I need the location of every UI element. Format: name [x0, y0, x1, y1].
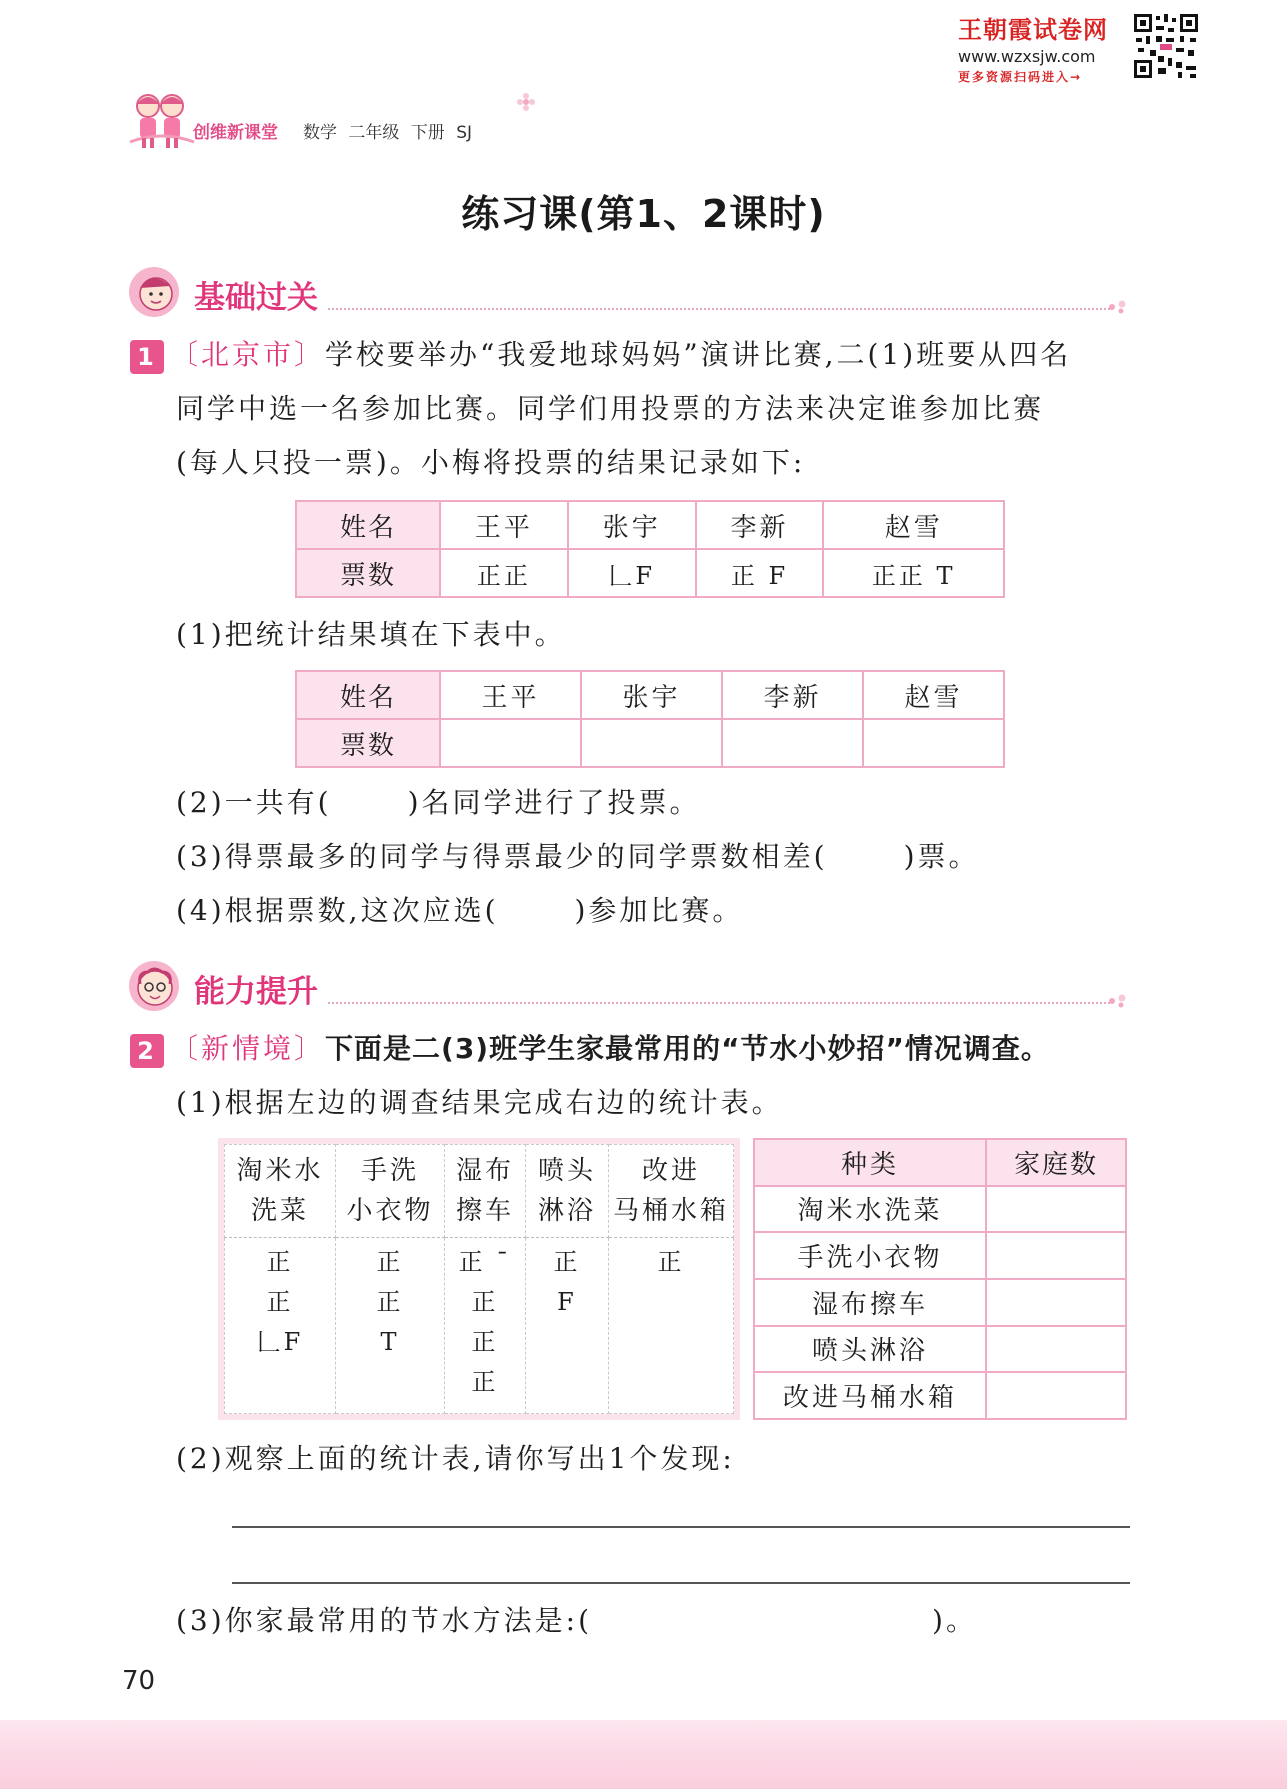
vote-answer-cell[interactable]: [722, 719, 863, 767]
tally-cell: 𠃊F: [568, 549, 696, 597]
q1-sub1: (1)把统计结果填在下表中。: [176, 618, 566, 651]
tally-mark: 正: [266, 1248, 294, 1276]
qr-code-icon[interactable]: [1132, 12, 1200, 80]
survey-header-line: 淋浴: [537, 1196, 596, 1226]
kids-mascot-icon: [126, 90, 198, 152]
brand-block: [958, 10, 1158, 85]
q1-line1: 学校要举办“我爱地球妈妈”演讲比赛,二(1)班要从四名: [325, 338, 1072, 371]
stats-row-label: 湿布擦车: [754, 1279, 986, 1326]
tally-mark: 𠃊F: [256, 1328, 304, 1356]
q1-sub2-end: )名同学进行了投票。: [407, 786, 701, 819]
survey-header-line: 淘米水: [236, 1156, 324, 1186]
series-name: 创维新课堂: [193, 123, 278, 143]
q2-text: 下面是二(3)班学生家最常用的“节水小妙招”情况调查。: [325, 1032, 1050, 1065]
stats-row-label: 改进马桶水箱: [754, 1372, 986, 1419]
q1-tag: 〔北京市〕: [170, 338, 326, 371]
elder-face-icon: [128, 960, 180, 1012]
stats-row-label: 手洗小衣物: [754, 1232, 986, 1279]
survey-tally-cell: [336, 1238, 445, 1414]
dotted-divider: [328, 1002, 1110, 1004]
survey-tally-cell: [526, 1238, 609, 1414]
survey-header: [445, 1145, 526, 1238]
survey-header-line: 喷头: [537, 1156, 596, 1186]
q1-number: 1: [130, 340, 164, 374]
survey-tally-cell: [445, 1238, 526, 1414]
tally-cell: 正 F: [696, 549, 824, 597]
teacher-face-icon: [128, 266, 180, 318]
survey-header: [336, 1145, 445, 1238]
q2-sub2: (2)观察上面的统计表,请你写出1个发现:: [176, 1442, 735, 1475]
tally-mark: 正: [657, 1248, 685, 1276]
page-title: 练习课(第1、2课时): [461, 192, 826, 236]
survey-tally-cell: [225, 1238, 336, 1414]
survey-header-line: 马桶水箱: [612, 1196, 729, 1226]
name-cell: 张宇: [568, 501, 696, 549]
section-advanced-header: [128, 960, 1130, 1014]
tally-mark: 正: [471, 1368, 499, 1396]
tally-mark: 正: [471, 1288, 499, 1316]
tally-mark: 正: [553, 1248, 581, 1276]
name-cell: 李新: [696, 501, 824, 549]
book-info: 数学 二年级 下册 SJ: [303, 123, 473, 143]
vote-answer-cell[interactable]: [440, 719, 581, 767]
q2-sub3: [176, 1594, 977, 1648]
brand-tagline: 更多资源扫码进入→: [958, 70, 1083, 84]
stats-answer-cell[interactable]: [986, 1186, 1126, 1233]
tally-cell: 正正: [440, 549, 568, 597]
survey-header-line: 手洗: [360, 1156, 419, 1186]
page-number: 70: [122, 1666, 156, 1696]
tally-mark: T: [380, 1328, 400, 1356]
tally-mark: 正: [266, 1288, 294, 1316]
q1-sub2: [176, 776, 701, 830]
stats-answer-cell[interactable]: [986, 1326, 1126, 1373]
stats-row-label: 喷头淋浴: [754, 1326, 986, 1373]
q2-sub3-start: (3)你家最常用的节水方法是:(: [176, 1604, 593, 1637]
name-cell: 王平: [440, 501, 568, 549]
tally-cell: 正正 T: [823, 549, 1004, 597]
brand-url[interactable]: www.wzxsjw.com: [958, 47, 1096, 66]
water-saving-stats-table: [753, 1138, 1127, 1420]
survey-header-line: 擦车: [455, 1196, 514, 1226]
row-header-votes: 票数: [296, 549, 440, 597]
flower-deco-icon: [516, 92, 536, 112]
col-header-count: 家庭数: [986, 1139, 1126, 1186]
q1-line3: (每人只投一票)。小梅将投票的结果记录如下:: [176, 446, 806, 479]
vote-answer-cell[interactable]: [581, 719, 722, 767]
survey-table: [224, 1144, 734, 1414]
name-cell: 王平: [440, 671, 581, 719]
name-cell: 赵雪: [863, 671, 1004, 719]
q1-sub3-start: (3)得票最多的同学与得票最少的同学票数相差(: [176, 840, 828, 873]
section-advanced-title: 能力提升: [194, 974, 318, 1010]
name-cell: 赵雪: [823, 501, 1004, 549]
q1-line2: 同学中选一名参加比赛。同学们用投票的方法来决定谁参加比赛: [176, 392, 1045, 425]
survey-header-line: 小衣物: [346, 1196, 434, 1226]
row-header-name: 姓名: [296, 501, 440, 549]
q1-sub4: [176, 884, 743, 938]
q1-stem: [130, 328, 1140, 490]
dotted-divider: [328, 308, 1110, 310]
stats-answer-cell[interactable]: [986, 1279, 1126, 1326]
q2-sub1: (1)根据左边的调查结果完成右边的统计表。: [176, 1086, 783, 1119]
stats-row-label: 淘米水洗菜: [754, 1186, 986, 1233]
q2-sub3-end: )。: [932, 1604, 977, 1637]
survey-header-line: 洗菜: [250, 1196, 309, 1226]
survey-header: [225, 1145, 336, 1238]
stats-answer-cell[interactable]: [986, 1372, 1126, 1419]
row-header-name: 姓名: [296, 671, 440, 719]
brand-title: 王朝霞试卷网: [958, 16, 1108, 44]
survey-header: [526, 1145, 609, 1238]
survey-tally-cell: [609, 1238, 734, 1414]
survey-results-panel: [218, 1138, 740, 1420]
survey-header-line: 改进: [641, 1156, 700, 1186]
tally-mark: F: [557, 1288, 577, 1316]
section-basic-title: 基础过关: [194, 280, 318, 316]
vote-count-table: [295, 670, 1005, 768]
tally-mark: 正 ˉ: [458, 1248, 512, 1276]
answer-line[interactable]: [232, 1582, 1130, 1584]
name-cell: 李新: [722, 671, 863, 719]
vote-tally-table: [295, 500, 1005, 598]
footer-band: [0, 1720, 1287, 1789]
answer-line[interactable]: [232, 1526, 1130, 1528]
stats-answer-cell[interactable]: [986, 1232, 1126, 1279]
row-header-votes: 票数: [296, 719, 440, 767]
survey-header: [609, 1145, 734, 1238]
q1-sub4-end: )参加比赛。: [574, 894, 744, 927]
section-basic-header: [128, 266, 1130, 320]
q2-stem: [130, 1022, 1050, 1076]
q1-sub3-end: )票。: [903, 840, 980, 873]
name-cell: 张宇: [581, 671, 722, 719]
q1-sub2-start: (2)一共有(: [176, 786, 332, 819]
survey-header-line: 湿布: [455, 1156, 514, 1186]
tally-mark: 正: [376, 1288, 404, 1316]
q2-tag: 〔新情境〕: [170, 1032, 326, 1065]
q2-number: 2: [130, 1034, 164, 1068]
dots-deco-icon: [1108, 994, 1130, 1008]
tally-mark: 正: [471, 1328, 499, 1356]
col-header-type: 种类: [754, 1139, 986, 1186]
tally-mark: 正: [376, 1248, 404, 1276]
vote-answer-cell[interactable]: [863, 719, 1004, 767]
dots-deco-icon: [1108, 300, 1130, 314]
q1-sub3: [176, 830, 980, 884]
q1-sub4-start: (4)根据票数,这次应选(: [176, 894, 499, 927]
